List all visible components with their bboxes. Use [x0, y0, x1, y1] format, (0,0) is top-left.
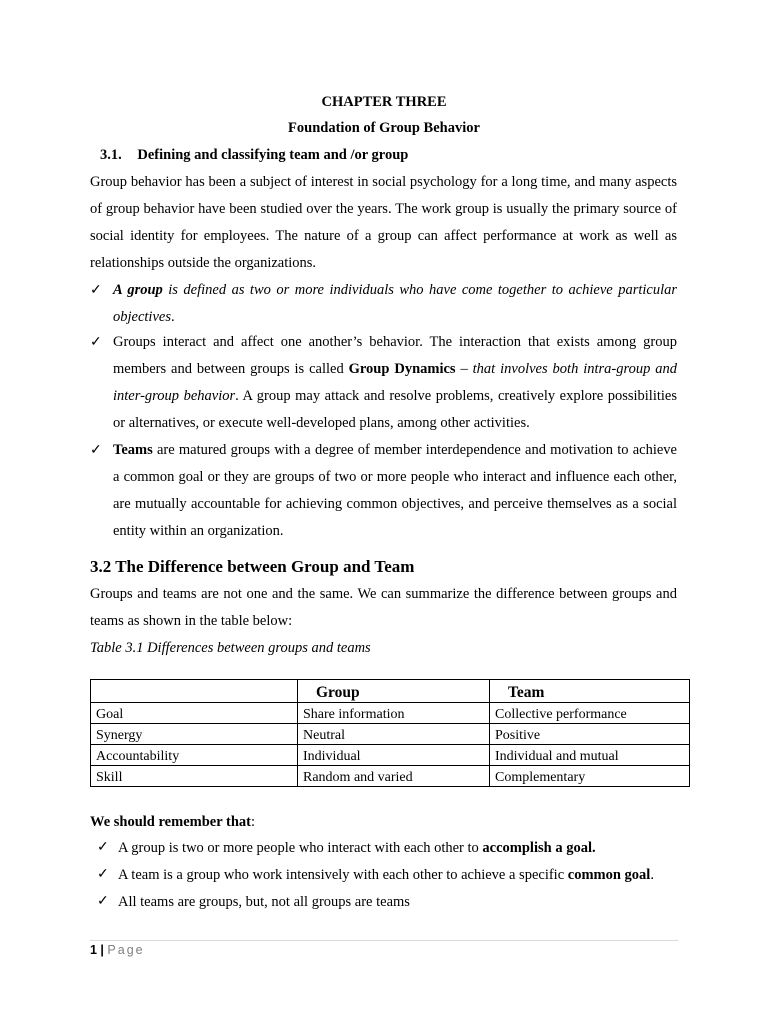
table-row	[91, 703, 690, 724]
table-row	[91, 745, 690, 766]
bullet-end: .	[170, 309, 175, 325]
term-teams: Teams	[113, 442, 153, 458]
check-icon: ✓	[97, 867, 109, 882]
bullet-text: is defined as two or more individuals who have come together to achieve particular objectives	[113, 282, 677, 325]
chapter-subtitle: Foundation of Group Behavior	[288, 120, 480, 136]
chapter-title: CHAPTER THREE	[321, 94, 447, 110]
item-bold: common goal	[567, 867, 651, 883]
check-icon: ✓	[90, 443, 102, 458]
footer-divider	[90, 940, 678, 941]
term-group-dynamics: Group Dynamics	[348, 361, 456, 377]
section-3-2-heading: 3.2 The Difference between Group and Team	[90, 557, 415, 576]
remember-heading	[90, 814, 255, 831]
page-footer	[90, 943, 145, 957]
check-icon: ✓	[97, 840, 109, 855]
section-title: Defining and classifying team and /or group	[137, 147, 409, 163]
cell: Individual and mutual	[490, 745, 690, 766]
check-icon: ✓	[90, 283, 102, 298]
header-empty	[91, 680, 298, 703]
bullet-text: Groups interact and affect one another’s behavior. The interaction that exists among group members and between groups is called	[113, 334, 677, 377]
item-text: A group is two or more people who interact with each other to	[118, 840, 483, 856]
term-a-group: A group	[113, 282, 163, 298]
remember-item-3: All teams are groups, but, not all groups are teams	[118, 894, 410, 910]
remember-item-2	[118, 867, 654, 884]
cell: Synergy	[91, 724, 298, 745]
table-header-row	[91, 680, 690, 703]
section-3-1-heading	[100, 147, 408, 164]
colon: :	[250, 814, 256, 830]
cell: Collective performance	[490, 703, 690, 724]
check-icon: ✓	[90, 335, 102, 350]
cell: Share information	[298, 703, 490, 724]
table-row	[91, 724, 690, 745]
bullet-group-definition	[113, 277, 677, 331]
cell: Skill	[91, 766, 298, 787]
cell: Individual	[298, 745, 490, 766]
page-label: Page	[107, 943, 145, 957]
footer-separator: |	[96, 943, 108, 957]
cell: Positive	[490, 724, 690, 745]
item-text: A team is a group who work intensively with each other to achieve a specific	[118, 867, 568, 883]
header-team: Team	[490, 680, 690, 703]
bullet-text: . A group may attack and resolve problems, creatively explore possibilities or alternatives, or execute well-developed plans, among other activities.	[113, 388, 677, 431]
check-icon: ✓	[97, 894, 109, 909]
section-number: 3.1.	[100, 147, 122, 163]
table-caption: Table 3.1 Differences between groups and teams	[90, 640, 371, 656]
table-row	[91, 766, 690, 787]
bullet-teams	[113, 437, 677, 545]
page-number: 1	[90, 943, 97, 957]
dash: –	[455, 361, 473, 377]
groups-paragraph: Groups and teams are not one and the same. We can summarize the difference between groups and teams as shown in the table below:	[90, 586, 677, 629]
cell: Accountability	[91, 745, 298, 766]
cell: Neutral	[298, 724, 490, 745]
item-end: .	[650, 867, 654, 883]
differences-table	[90, 679, 690, 787]
intro-paragraph: Group behavior has been a subject of interest in social psychology for a long time, and many aspects of group behavior have been studied over the years. The work group is usually the primary source of social identity for employees. The nature of a group can affect performance at work as well as relationships outside the organizations.	[90, 174, 677, 271]
cell: Random and varied	[298, 766, 490, 787]
cell: Goal	[91, 703, 298, 724]
bullet-group-dynamics	[113, 329, 677, 437]
cell: Complementary	[490, 766, 690, 787]
item-bold: accomplish a goal.	[482, 840, 596, 856]
header-group: Group	[298, 680, 490, 703]
remember-item-1	[118, 840, 596, 857]
bullet-text: are matured groups with a degree of member interdependence and motivation to achieve a common goal or they are groups of two or more people who interact and influence each other, are mutually accountable for achieving common objectives, and perceive themselves as a social entity within an organization.	[113, 442, 677, 539]
remember-label: We should remember that	[90, 814, 251, 830]
italic-text: that involves both intra-group and inter-group behavior	[113, 361, 678, 404]
